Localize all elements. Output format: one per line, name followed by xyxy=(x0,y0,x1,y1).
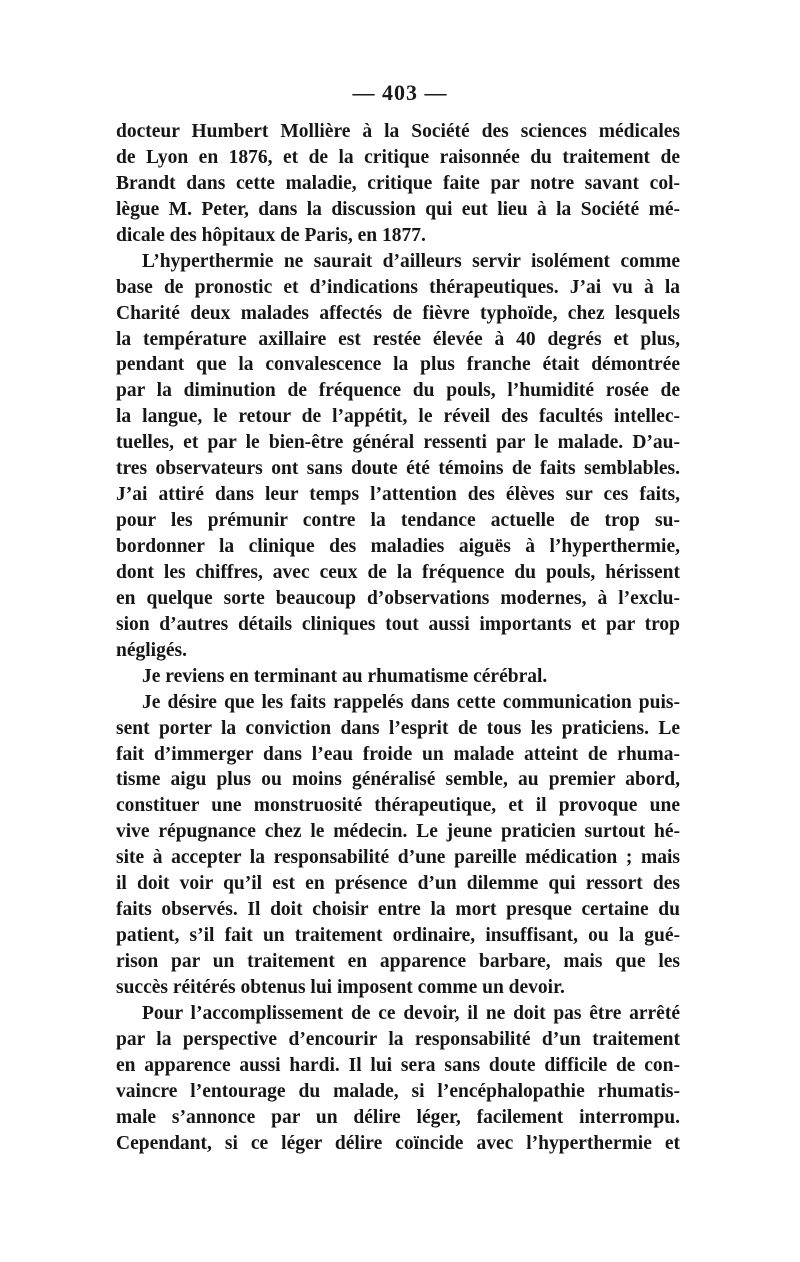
text-line: tisme aigu plus ou moins généralisé semble, au premier abord, xyxy=(116,769,680,791)
text-line: pour les prémunir contre la tendance actuelle de trop su- xyxy=(116,510,680,532)
text-line: Pour l’accomplissement de ce devoir, il ne doit pas être arrêté xyxy=(142,1002,680,1024)
text-line: fait d’immerger dans l’eau froide un malade atteint de rhuma- xyxy=(116,743,680,765)
text-line: bordonner la clinique des maladies aiguës à l’hyperthermie, xyxy=(116,536,680,557)
text-line: négligés. xyxy=(116,639,187,661)
text-line: vive répugnance chez le médecin. Le jeune praticien surtout hé- xyxy=(116,821,680,843)
text-line: pendant que la convalescence la plus franche était démontrée xyxy=(116,354,680,376)
text-line: site à accepter la responsabilité d’une pareille médication ; mais xyxy=(116,847,680,869)
text-line: succès réitérés obtenus lui imposent comme un devoir. xyxy=(116,976,565,998)
text-line: dicale des hôpitaux de Paris, en 1877. xyxy=(116,224,426,246)
text-line: tuelles, et par le bien-être général ressenti par le malade. D’au- xyxy=(116,432,680,454)
text-line: Je désire que les faits rappelés dans cette communication puis- xyxy=(142,691,680,713)
text-line: constituer une monstruosité thérapeutique, et il provoque une xyxy=(116,795,680,817)
text-line: tres observateurs ont sans doute été témoins de faits semblables. xyxy=(116,458,680,480)
text-line: Charité deux malades affectés de fièvre typhoïde, chez lesquels xyxy=(116,302,680,324)
text-line: par la diminution de fréquence du pouls, l’humidité rosée de xyxy=(116,380,680,402)
text-line: sent porter la conviction dans l’esprit de tous les praticiens. Le xyxy=(116,717,680,739)
text-line: docteur Humbert Mollière à la Société des sciences médicales xyxy=(116,121,680,142)
text-line: par la perspective d’encourir la responsabilité d’un traitement xyxy=(116,1028,680,1050)
text-line: la langue, le retour de l’appétit, le réveil des facultés intellec- xyxy=(116,406,680,428)
text-line: Je reviens en terminant au rhumatisme cérébral. xyxy=(142,665,548,687)
text-line: faits observés. Il doit choisir entre la mort presque certaine du xyxy=(116,899,680,921)
text-line: L’hyperthermie ne saurait d’ailleurs servir isolément comme xyxy=(142,250,680,272)
page-number: — 403 — xyxy=(352,80,448,105)
text-line: rison par un traitement en apparence barbare, mais que les xyxy=(116,951,680,972)
text-line: base de pronostic et d’indications thérapeutiques. J’ai vu à la xyxy=(116,276,680,298)
text-line: sion d’autres détails cliniques tout aussi importants et par trop xyxy=(116,613,680,635)
text-line: il doit voir qu’il est en présence d’un dilemme qui ressort des xyxy=(116,873,680,895)
text-line: Cependant, si ce léger délire coïncide avec l’hyperthermie et xyxy=(116,1132,680,1154)
text-line: patient, s’il fait un traitement ordinaire, insuffisant, ou la gué- xyxy=(116,925,680,947)
text-line: lègue M. Peter, dans la discussion qui eut lieu à la Société mé- xyxy=(116,198,680,220)
text-line: la température axillaire est restée élevée à 40 degrés et plus, xyxy=(116,328,680,350)
text-line: en quelque sorte beaucoup d’observations modernes, à l’exclu- xyxy=(116,587,680,609)
text-line: de Lyon en 1876, et de la critique raisonnée du traitement de xyxy=(116,146,680,168)
body-text xyxy=(116,119,680,1157)
text-line: dont les chiffres, avec ceux de la fréquence du pouls, hérissent xyxy=(116,561,680,583)
text-line: vaincre l’entourage du malade, si l’encéphalopathie rhumatis- xyxy=(116,1080,680,1102)
text-line: J’ai attiré dans leur temps l’attention des élèves sur ces faits, xyxy=(116,484,680,506)
text-line: male s’annonce par un délire léger, facilement interrompu. xyxy=(116,1106,680,1128)
text-line: en apparence aussi hardi. Il lui sera sans doute difficile de con- xyxy=(116,1054,680,1076)
text-line: Brandt dans cette maladie, critique faite par notre savant col- xyxy=(116,172,680,194)
